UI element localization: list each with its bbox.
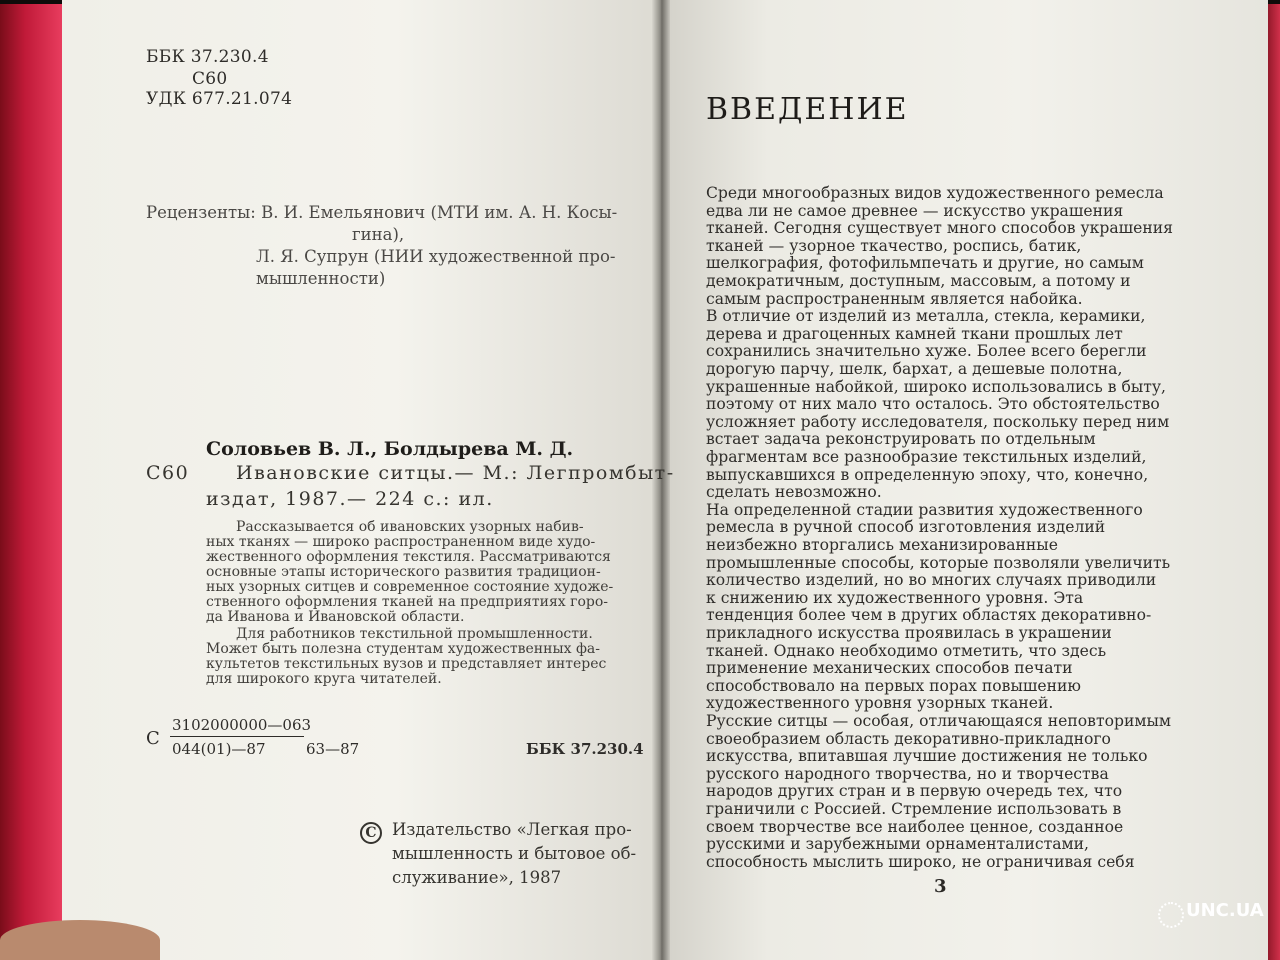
body-line: В отличие от изделий из металла, стекла, керамики, <box>706 307 1146 326</box>
fraction-rule <box>170 736 304 737</box>
watermark: UNC.UA <box>1186 900 1264 921</box>
copyright-line: служивание», 1987 <box>392 868 562 887</box>
copyright-line: Издательство «Легкая про- <box>392 820 632 839</box>
body-line: встает задача реконструировать по отдельным <box>706 430 1096 449</box>
body-line: шелкография, фотофильмпечать и другие, но самым <box>706 254 1144 273</box>
annotation-line: жественного оформления текстиля. Рассматриваются <box>206 549 611 565</box>
body-line: дорогую парчу, шелк, бархат, а дешевые полотна, <box>706 360 1123 378</box>
annotation-line: ных тканях — широко распространенном виде худо- <box>206 534 596 550</box>
body-line: едва ли не самое древнее — искусство украшения <box>706 201 1124 220</box>
book-cover-edge-left <box>0 0 62 960</box>
code-denominator: 044(01)—87 <box>172 740 266 758</box>
annotation-line: основные этапы исторического развития традицион- <box>206 564 601 580</box>
body-line: фрагментам все разнообразие текстильных изделий, <box>706 448 1147 466</box>
annotation-line: Рассказывается об ивановских узорных набив- <box>236 519 584 535</box>
body-line: тканей. Однако необходимо отметить, что здесь <box>706 641 1107 660</box>
body-line: Русские ситцы — особая, отличающаяся неповторимым <box>706 712 1172 730</box>
reviewers-line: Л. Я. Супрун (НИИ художественной про- <box>256 247 616 266</box>
annotation-line: для широкого круга читателей. <box>206 671 442 687</box>
udk-code: УДК 677.21.074 <box>146 89 293 109</box>
body-line: демократичным, доступным, массовым, а потому и <box>706 272 1131 290</box>
body-line: к снижению их художественного уровня. Эта <box>706 588 1084 607</box>
code-suffix: 63—87 <box>306 740 360 758</box>
catalog-line: издат, 1987.— 224 с.: ил. <box>206 488 494 510</box>
book-cover-edge-right <box>1266 0 1280 960</box>
body-line: применение механических способов печати <box>706 659 1073 678</box>
body-line: количество изделий, но во многих случаях приводили <box>706 571 1157 590</box>
body-line: усложняет работу исследователя, поскольку перед ним <box>706 412 1170 431</box>
chapter-heading: ВВЕДЕНИЕ <box>706 92 909 127</box>
annotation-line: Для работников текстильной промышленности. <box>236 626 593 642</box>
annotation-line: ственного оформления тканей на предприятиях горо- <box>206 594 609 610</box>
body-line: прикладного искусства проявилась в украшении <box>706 624 1112 642</box>
bbk-header: ББК 37.230.4 <box>146 47 269 67</box>
body-line: самым распространенным является набойка. <box>706 289 1083 308</box>
body-line: выпускавшихся в определенную эпоху, что, конечно, <box>706 465 1149 484</box>
body-line: тенденция более чем в других областях декоративно- <box>706 606 1152 625</box>
authors: Соловьев В. Л., Болдырева М. Д. <box>206 438 574 460</box>
body-line: промышленные способы, которые позволяли увеличить <box>706 553 1171 572</box>
body-line: народов других стран и в первую очередь тех, что <box>706 782 1123 801</box>
code-letter: С <box>146 728 160 749</box>
copyright-icon: С <box>360 822 382 844</box>
body-line: сохранились значительно хуже. Более всего берегли <box>706 342 1147 361</box>
annotation-line: да Иванова и Ивановской области. <box>206 609 465 625</box>
body-line: дерева и драгоценных камней ткани прошлых лет <box>706 324 1123 343</box>
body-line: своем творчестве все наиболее ценное, созданное <box>706 817 1124 836</box>
reviewers-line: гина), <box>352 225 405 244</box>
body-line: ремесла в ручной способ изготовления изделий <box>706 518 1106 537</box>
copyright-line: мышленность и бытовое об- <box>392 844 637 863</box>
body-line: искусства, впитавшая лучшие достижения не только <box>706 747 1148 766</box>
page-number: 3 <box>934 876 947 897</box>
bbk-footer: ББК 37.230.4 <box>526 740 644 758</box>
body-line: сделать невозможно. <box>706 483 882 502</box>
index-header: С60 <box>192 69 228 89</box>
body-line: тканей — узорное ткачество, роспись, батик, <box>706 236 1082 255</box>
catalog-line: Ивановские ситцы.— М.: Легпромбыт- <box>236 462 675 484</box>
body-line: способствовало на первых порах повышению <box>706 676 1081 695</box>
annotation-line: культетов текстильных вузов и представляет интерес <box>206 656 607 672</box>
body-line: художественного уровня узорных тканей. <box>706 694 1054 713</box>
annotation-line: Может быть полезна студентам художественных фа- <box>206 641 600 657</box>
reviewers-line: Рецензенты: В. И. Емельянович (МТИ им. А. Н. Косы- <box>146 203 618 222</box>
body-line: граничили с Россией. Стремление использовать в <box>706 800 1122 818</box>
annotation-line: ных узорных ситцев и современное состояние художе- <box>206 579 614 595</box>
body-line: На определенной стадии развития художественного <box>706 500 1143 519</box>
body-line: русскими и зарубежными орнаменталистами, <box>706 835 1089 854</box>
body-line: способность мыслить широко, не ограничивая себя <box>706 852 1135 871</box>
body-line: русского народного творчества, но и творчества <box>706 764 1109 783</box>
body-line: поэтому от них мало что осталось. Это обстоятельство <box>706 395 1160 414</box>
body-line: украшенные набойкой, широко использовались в быту, <box>706 377 1167 396</box>
reviewers-line: мышленности) <box>256 269 386 288</box>
body-line: Среди многообразных видов художественного ремесла <box>706 184 1164 202</box>
body-line: своеобразием область декоративно-прикладного <box>706 729 1111 748</box>
body-line: тканей. Сегодня существует много способов украшения <box>706 219 1173 238</box>
watermark-seal-icon <box>1158 902 1184 928</box>
body-line: неизбежно вторгались механизированные <box>706 536 1058 554</box>
index-label: С60 <box>146 462 190 484</box>
hand-finger <box>0 920 160 960</box>
code-numerator: 3102000000—063 <box>172 716 312 734</box>
